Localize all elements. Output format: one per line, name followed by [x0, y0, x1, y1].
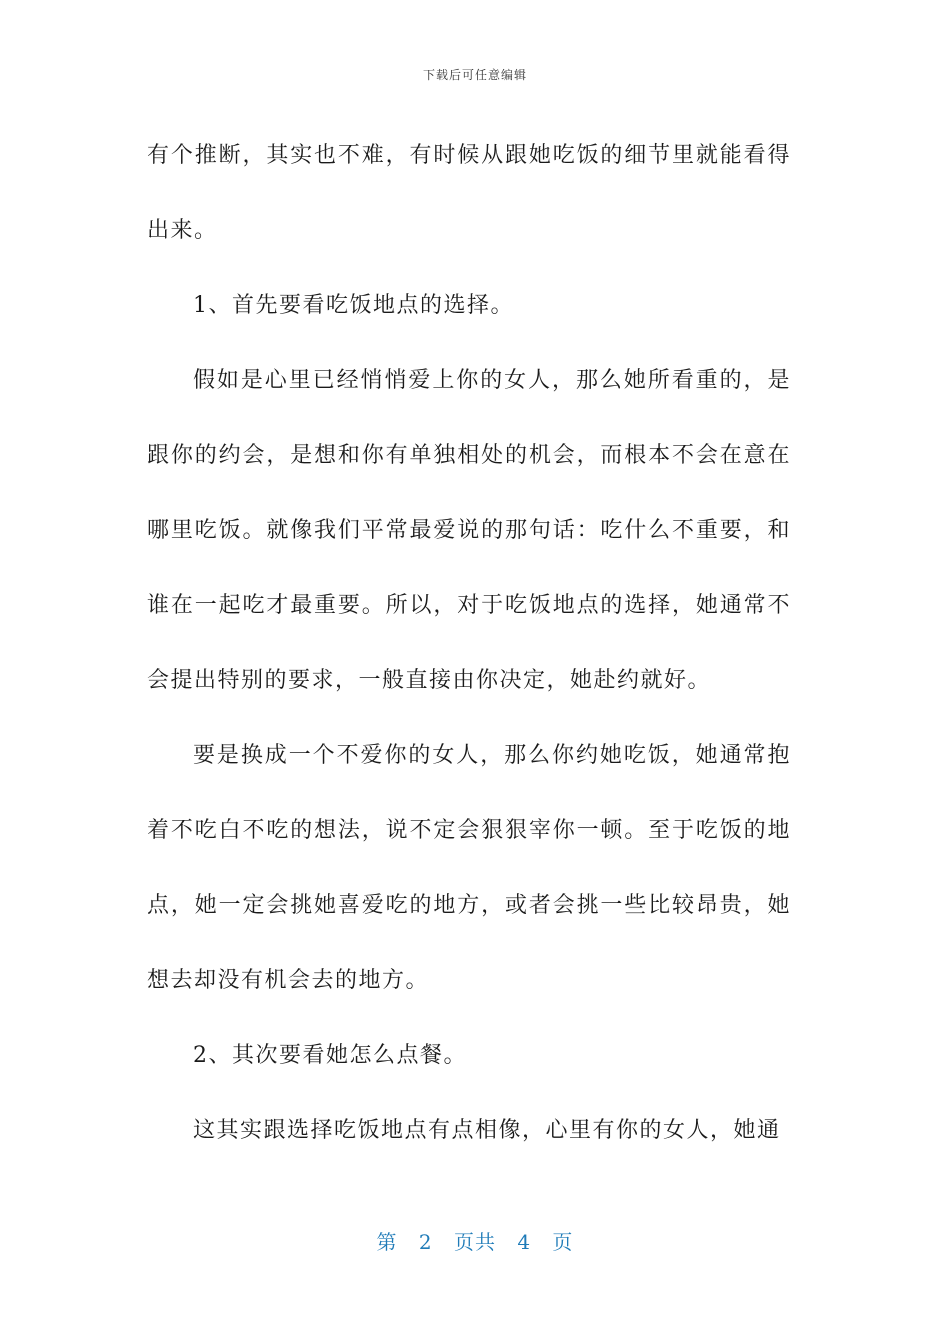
- section-heading: 1、首先要看吃饭地点的选择。: [193, 293, 514, 318]
- paragraph: 有个推断，其实也不难，有时候从跟她吃饭的细节里就能看得出来。: [147, 143, 791, 243]
- document-body: [147, 118, 791, 1168]
- paragraph: 要是换成一个不爱你的女人，那么你约她吃饭，她通常抱着不吃白不吃的想法，说不定会狠狠宰你一顿。至于吃饭的地点，她一定会挑她喜爱吃的地方，或者会挑一些比较昂贵，她想去却没有机会去的地方。: [147, 743, 791, 993]
- section-heading: 2、其次要看她怎么点餐。: [193, 1043, 467, 1068]
- paragraph: 假如是心里已经悄悄爱上你的女人，那么她所看重的，是跟你的约会，是想和你有单独相处的机会，而根本不会在意在哪里吃饭。就像我们平常最爱说的那句话：吃什么不重要，和谁在一起吃才最重要。所以，对于吃饭地点的选择，她通常不会提出特别的要求，一般直接由你决定，她赴约就好。: [147, 368, 791, 693]
- page-number-footer: 第 2 页共 4 页: [376, 1230, 574, 1254]
- paragraph: 这其实跟选择吃饭地点有点相像，心里有你的女人，她通: [193, 1118, 781, 1143]
- page-header-note: 下载后可任意编辑: [422, 68, 527, 82]
